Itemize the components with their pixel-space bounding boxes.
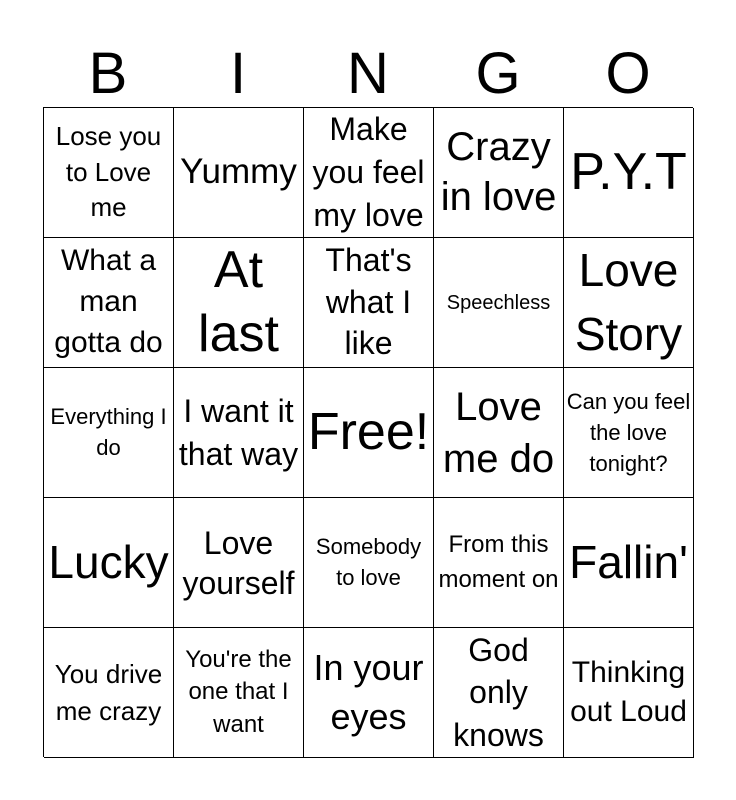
bingo-cell-3-4[interactable] — [434, 368, 564, 498]
bingo-cell-1-3[interactable] — [304, 108, 434, 238]
cell-text: You're the one that I want — [185, 645, 292, 738]
bingo-cell-5-3[interactable] — [304, 628, 434, 758]
bingo-cell-5-1[interactable] — [44, 628, 174, 758]
cell-text: I want it that way — [178, 392, 299, 472]
cell-text: Love me do — [442, 384, 555, 481]
bingo-cell-5-5[interactable] — [564, 628, 694, 758]
bingo-header — [43, 41, 693, 106]
header-letter-i: I — [229, 41, 247, 106]
header-letter-o: O — [605, 41, 651, 106]
cell-text: Love yourself — [182, 524, 295, 601]
bingo-cell-2-5[interactable] — [564, 238, 694, 368]
header-letter-g: G — [475, 41, 521, 106]
cell-text: Lucky — [48, 536, 169, 589]
cell-text: Make you feel my love — [312, 111, 425, 233]
bingo-cell-2-1[interactable] — [44, 238, 174, 368]
cell-text: Can you feel the love tonight? — [566, 388, 691, 477]
bingo-cell-1-2[interactable] — [174, 108, 304, 238]
bingo-cell-1-5[interactable] — [564, 108, 694, 238]
cell-text: From this moment on — [438, 530, 559, 593]
bingo-cell-3-5[interactable] — [564, 368, 694, 498]
bingo-cell-2-2[interactable] — [174, 238, 304, 368]
cell-text: At last — [198, 240, 279, 363]
bingo-cell-2-3[interactable] — [304, 238, 434, 368]
bingo-cell-2-4[interactable] — [434, 238, 564, 368]
bingo-cell-4-2[interactable] — [174, 498, 304, 628]
cell-text: Free! — [307, 402, 430, 461]
cell-text: Lose you to Love me — [55, 120, 162, 223]
bingo-cell-4-1[interactable] — [44, 498, 174, 628]
cell-text: Crazy in love — [440, 125, 557, 219]
cell-text: Speechless — [446, 291, 551, 314]
cell-text: You drive me crazy — [54, 659, 163, 726]
cell-text: What a man gotta do — [54, 244, 163, 359]
bingo-cell-4-4[interactable] — [434, 498, 564, 628]
bingo-grid — [43, 107, 693, 757]
cell-text: Yummy — [180, 152, 297, 192]
cell-text: That's what I like — [325, 242, 412, 362]
bingo-cell-1-4[interactable] — [434, 108, 564, 238]
bingo-cell-5-4[interactable] — [434, 628, 564, 758]
cell-text: Somebody to love — [315, 533, 422, 590]
header-letter-b: B — [88, 41, 128, 106]
bingo-cell-3-3[interactable] — [304, 368, 434, 498]
cell-text: Fallin' — [569, 536, 688, 589]
bingo-cell-4-3[interactable] — [304, 498, 434, 628]
header-letter-n: N — [347, 41, 389, 106]
bingo-cell-4-5[interactable] — [564, 498, 694, 628]
bingo-cell-1-1[interactable] — [44, 108, 174, 238]
bingo-cell-3-1[interactable] — [44, 368, 174, 498]
cell-text: Love Story — [574, 244, 683, 360]
bingo-cell-5-2[interactable] — [174, 628, 304, 758]
cell-text: Everything I do — [50, 403, 167, 460]
cell-text: In your eyes — [313, 646, 424, 737]
cell-text: P.Y.T — [570, 142, 687, 201]
bingo-cell-3-2[interactable] — [174, 368, 304, 498]
cell-text: Thinking out Loud — [570, 656, 687, 728]
cell-text: God only knows — [453, 632, 544, 753]
